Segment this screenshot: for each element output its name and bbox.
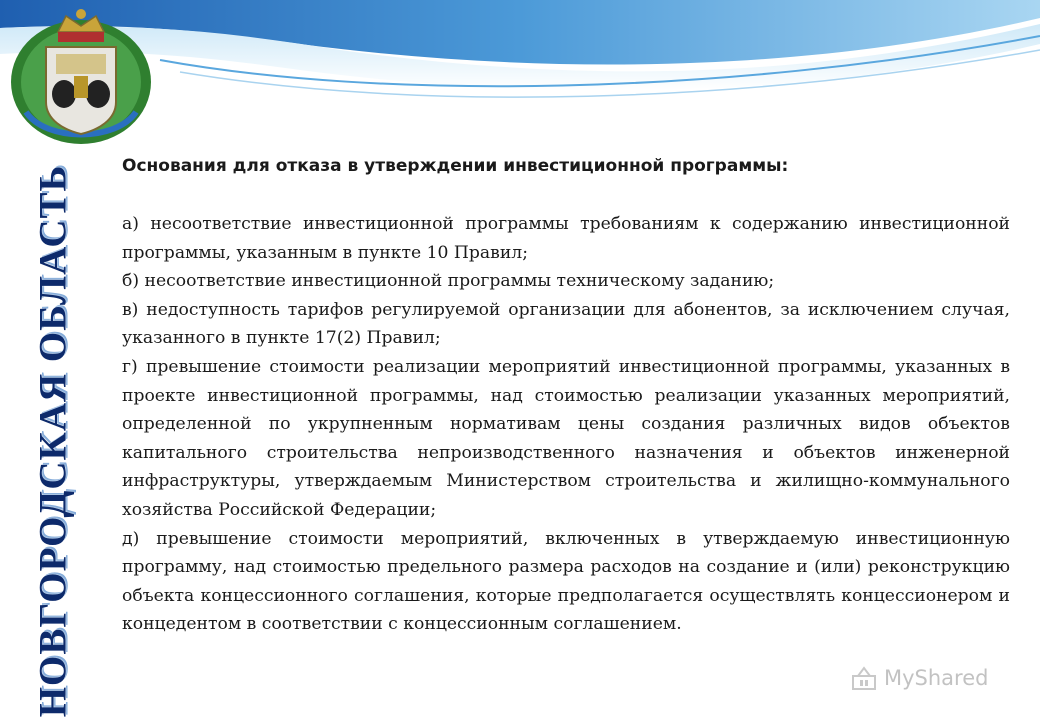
watermark-icon: [850, 664, 878, 692]
reason-item-a: а) несоответствие инвестиционной программы требованиям к содержанию инвестиционной программы, указанным в пункте 10 Правил;: [122, 214, 1010, 263]
region-side-label: НОВГОРОДСКАЯ ОБЛАСТЬ: [31, 164, 75, 718]
reason-item-d: г) превышение стоимости реализации мероприятий инвестиционной программы, указанных в проекте инвестиционной программы, над стоимостью реализации указанных мероприятий, определенной по укрупненным нормативам цены создания различных видов объектов капитального строительства непроизводственного назначения и объектов инженерной инфраструктуры, утверждаемым Министерством строительства и жилищно-коммунального хозяйства Российской Федерации;: [122, 356, 1010, 520]
reason-item-e: д) превышение стоимости мероприятий, включенных в утверждаемую инвестиционную программу, над стоимостью предельного размера расходов на создание и (или) реконструкцию объекта концессионного соглашения, которые предполагается осуществлять концессионером и концедентом в соответствии с концессионным соглашением.: [122, 528, 1010, 635]
header-waves: [0, 0, 1040, 140]
slide-content: [122, 150, 1010, 639]
watermark: [850, 662, 1010, 694]
watermark-text: MyShared: [884, 666, 989, 690]
coat-of-arms-icon: [6, 2, 156, 152]
reason-item-b: б) несоответствие инвестиционной программы техническому заданию;: [122, 271, 775, 292]
reason-item-c: в) недоступность тарифов регулируемой организации для абонентов, за исключением случая, указанного в пункте 17(2) Правил;: [122, 299, 1010, 349]
slide-heading: Основания для отказа в утверждении инвестиционной программы:: [122, 156, 789, 176]
